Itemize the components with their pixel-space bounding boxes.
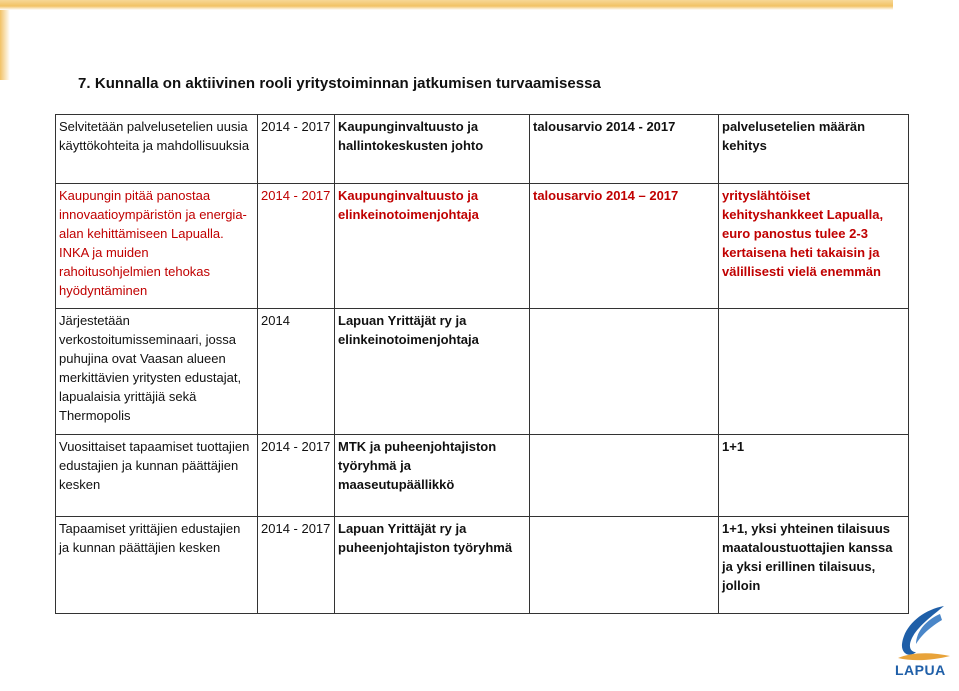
action-cell: Tapaamiset yrittäjien edustajien ja kunnan päättäjien kesken <box>56 517 258 614</box>
responsible-cell: Lapuan Yrittäjät ry ja elinkeinotoimenjohtaja <box>335 309 530 435</box>
years-cell: 2014 - 2017 <box>258 517 335 614</box>
responsible-cell: Lapuan Yrittäjät ry ja puheenjohtajiston työryhmä <box>335 517 530 614</box>
action-cell: Vuosittaiset tapaamiset tuottajien edustajien ja kunnan päättäjien kesken <box>56 435 258 517</box>
funding-cell: talousarvio 2014 - 2017 <box>530 115 719 184</box>
funding-cell: talousarvio 2014 – 2017 <box>530 184 719 309</box>
action-plan-table <box>55 114 909 614</box>
funding-cell <box>530 435 719 517</box>
years-cell: 2014 - 2017 <box>258 184 335 309</box>
section-heading: 7. Kunnalla on aktiivinen rooli yritystoiminnan jatkumisen turvaamisessa <box>78 75 601 92</box>
indicator-cell: 1+1 <box>719 435 909 517</box>
action-cell: Kaupungin pitää panostaa innovaatioympäristön ja energia-alan kehittämiseen Lapualla. INKA ja muiden rahoitusohjelmien tehokas hyödyntäminen <box>56 184 258 309</box>
table-row <box>56 309 909 435</box>
action-cell: Järjestetään verkostoitumisseminaari, jossa puhujina ovat Vaasan alueen merkittävien yritysten edustajat, lapualaisia yrittäjiä sekä Thermopolis <box>56 309 258 435</box>
responsible-cell: Kaupunginvaltuusto ja hallintokeskusten johto <box>335 115 530 184</box>
years-cell: 2014 - 2017 <box>258 435 335 517</box>
table-row <box>56 435 909 517</box>
indicator-cell <box>719 309 909 435</box>
indicator-cell: 1+1, yksi yhteinen tilaisuus maataloustuottajien kanssa ja yksi erillinen tilaisuus, jolloin <box>719 517 909 614</box>
funding-cell <box>530 517 719 614</box>
responsible-cell: Kaupunginvaltuusto ja elinkeinotoimenjohtaja <box>335 184 530 309</box>
indicator-cell: yrityslähtöiset kehityshankkeet Lapualla, euro panostus tulee 2-3 kertaisena heti takaisin ja välillisesti vielä enemmän <box>719 184 909 309</box>
indicator-cell: palvelusetelien määrän kehitys <box>719 115 909 184</box>
funding-cell <box>530 309 719 435</box>
table-row <box>56 115 909 184</box>
table-row <box>56 184 909 309</box>
responsible-cell: MTK ja puheenjohtajiston työryhmä ja maaseutupäällikkö <box>335 435 530 517</box>
table-row <box>56 517 909 614</box>
lapua-logo-text: LAPUA <box>895 662 946 678</box>
years-cell: 2014 - 2017 <box>258 115 335 184</box>
decorative-left-band <box>0 10 10 80</box>
decorative-top-band <box>0 0 893 10</box>
action-cell: Selvitetään palvelusetelien uusia käyttökohteita ja mahdollisuuksia <box>56 115 258 184</box>
years-cell: 2014 <box>258 309 335 435</box>
